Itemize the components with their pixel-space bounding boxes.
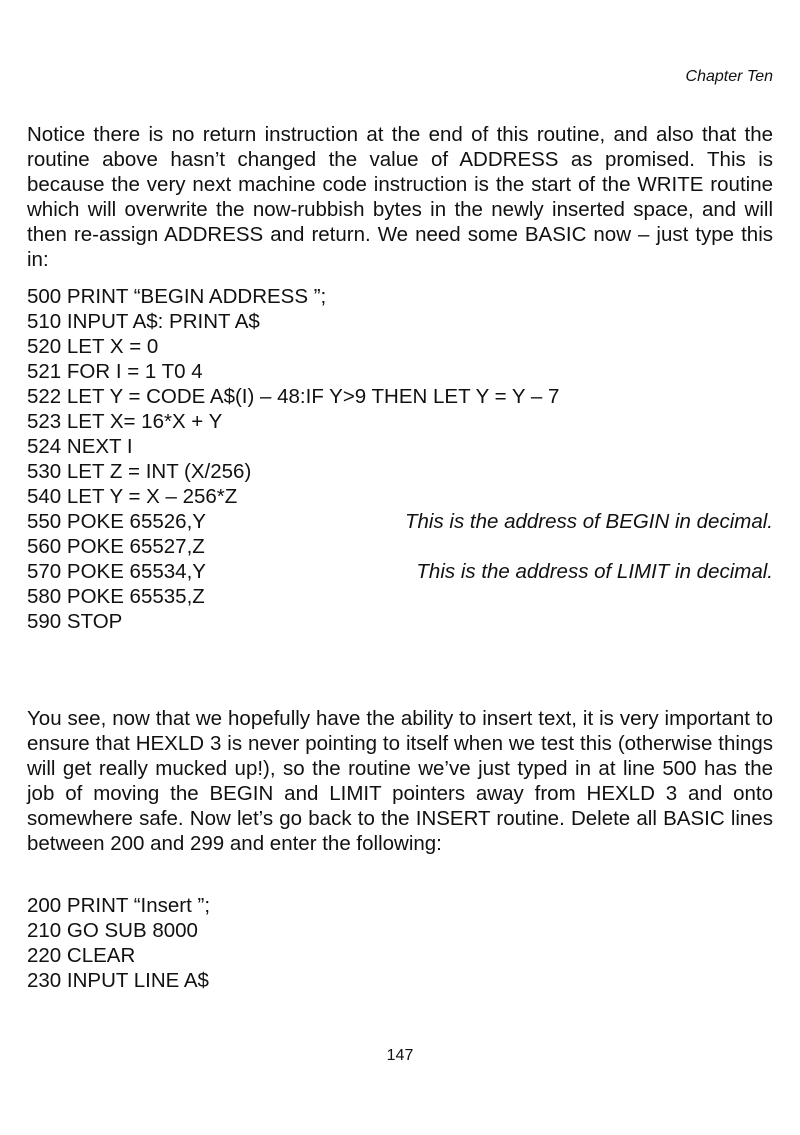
code-text: 560 POKE 65527,Z	[27, 535, 205, 558]
code-text: 520 LET X = 0	[27, 335, 159, 358]
code-line	[27, 609, 773, 634]
code-line	[27, 534, 773, 559]
code-line	[27, 284, 773, 309]
chapter-header: Chapter Ten	[685, 68, 773, 85]
code-line	[27, 584, 773, 609]
code-text: 510 INPUT A$: PRINT A$	[27, 310, 260, 333]
code-line	[27, 359, 773, 384]
code-text: 540 LET Y = X – 256*Z	[27, 485, 238, 508]
code-text: 523 LET X= 16*X + Y	[27, 410, 223, 433]
code-line	[27, 384, 773, 409]
code-text: 524 NEXT I	[27, 435, 133, 458]
code-line	[27, 309, 773, 334]
code-text: 580 POKE 65535,Z	[27, 585, 205, 608]
page-number: 147	[386, 1047, 414, 1064]
code-text: 521 FOR I = 1 T0 4	[27, 360, 203, 383]
paragraph-intro: Notice there is no return instruction at the end of this routine, and also that the routine above hasn’t changed the value of ADDRESS as promised. This is because the very next machine code instruction is the start of the WRITE routine which will overwrite the now-rubbish bytes in the newly inserted space, and will then re-assign ADDRESS and return. We need some BASIC now – just type this in:	[27, 122, 773, 271]
code-line	[27, 559, 773, 584]
code-note: This is the address of BEGIN in decimal.	[404, 510, 773, 533]
basic-listing-begin-address	[27, 284, 773, 634]
code-line	[27, 459, 773, 484]
code-note: This is the address of LIMIT in decimal.	[416, 560, 773, 583]
code-text: 550 POKE 65526,Y	[27, 510, 206, 533]
basic-listing-insert	[27, 893, 773, 993]
code-text: 570 POKE 65534,Y	[27, 560, 206, 583]
code-text: 522 LET Y = CODE A$(I) – 48:IF Y>9 THEN LET Y = Y – 7	[27, 385, 560, 408]
code-line: 230 INPUT LINE A$	[27, 969, 209, 992]
code-line	[27, 409, 773, 434]
code-text: 500 PRINT “BEGIN ADDRESS ”;	[27, 285, 327, 308]
code-text: 590 STOP	[27, 610, 123, 633]
code-line	[27, 434, 773, 459]
paragraph-insert: You see, now that we hopefully have the ability to insert text, it is very important to ensure that HEXLD 3 is never pointing to itself when we test this (otherwise things will get really mucked up!), so the routine we’ve just typed in at line 500 has the job of moving the BEGIN and LIMIT pointers away from HEXLD 3 and onto somewhere safe. Now let’s go back to the INSERT routine. Delete all BASIC lines between 200 and 299 and enter the following:	[27, 706, 773, 855]
code-line	[27, 484, 773, 509]
code-line	[27, 509, 773, 534]
code-line: 210 GO SUB 8000	[27, 919, 198, 942]
code-line: 200 PRINT “Insert ”;	[27, 894, 211, 917]
code-text: 530 LET Z = INT (X/256)	[27, 460, 252, 483]
code-line: 220 CLEAR	[27, 944, 136, 967]
code-line	[27, 334, 773, 359]
